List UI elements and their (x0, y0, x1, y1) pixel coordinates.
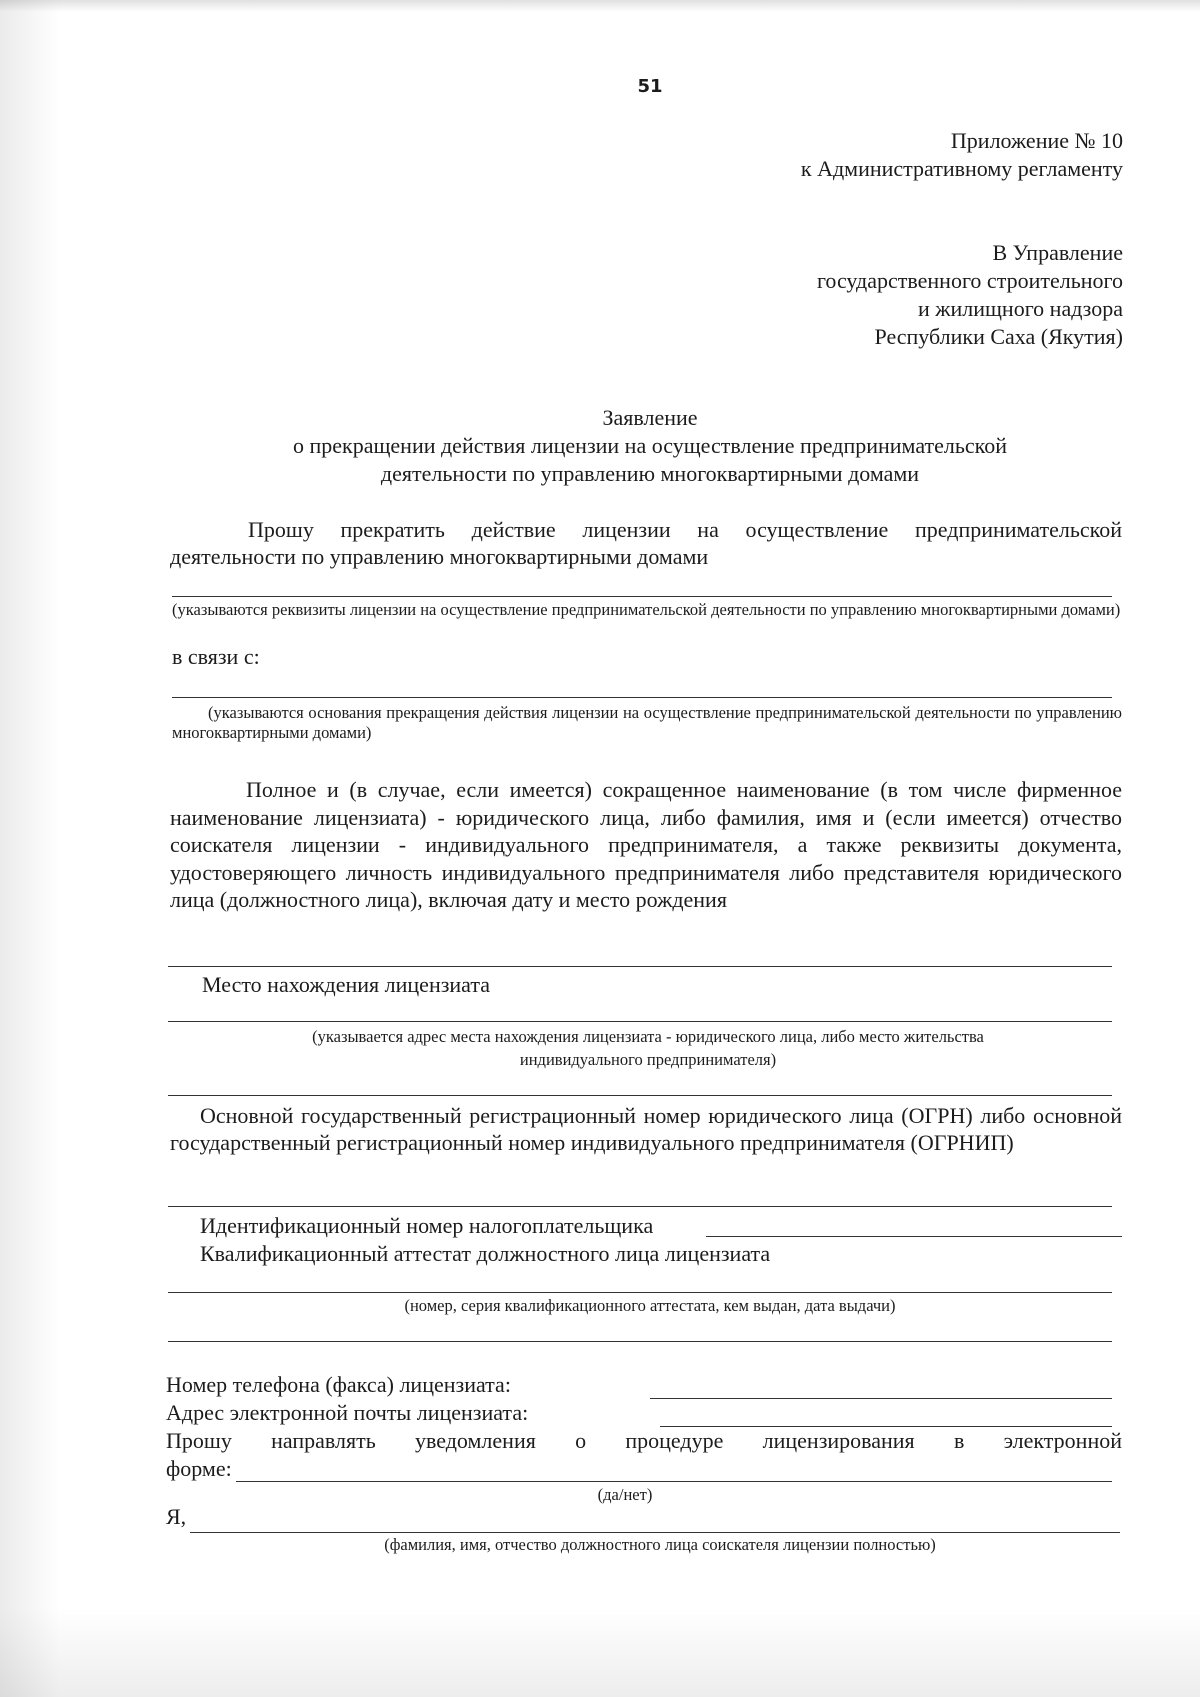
license-details-line (172, 596, 1112, 597)
ogrn-paragraph: Основной государственный регистрационный номер юридического лица (ОГРН) либо основной государственный регистрационный номер индивидуального предпринимателя (ОГРНИП) (170, 1103, 1122, 1155)
signature-line (190, 1532, 1120, 1533)
notify-line (236, 1481, 1112, 1482)
attestat-extra-line (168, 1341, 1112, 1342)
location-hint-line-2: индивидуального предпринимателя) (519, 1050, 777, 1069)
attestat-label: Квалификационный аттестат должностного лица лицензиата (200, 1241, 771, 1266)
inn-label: Идентификационный номер налогоплательщика (200, 1213, 654, 1238)
reason-hint: (указываются основания прекращения действия лицензии на осуществление предпринимательской деятельности по управлению многоквартирными домами) (172, 703, 1122, 742)
addressee-line-1: В Управление (992, 240, 1123, 265)
notify-hint: (да/нет) (597, 1485, 653, 1504)
email-label: Адрес электронной почты лицензиата: (166, 1400, 529, 1425)
addressee-line-4: Республики Саха (Якутия) (874, 324, 1123, 349)
notify-word: о (575, 1428, 587, 1453)
signature-hint: (фамилия, имя, отчество должностного лица соискателя лицензии полностью) (384, 1535, 936, 1554)
inn-line (706, 1236, 1122, 1237)
license-details-hint: (указываются реквизиты лицензии на осуществление предпринимательской деятельности по управлению многоквартирными домами) (172, 600, 1121, 619)
email-line (660, 1426, 1112, 1427)
location-line (168, 1021, 1112, 1022)
notify-line-1 (166, 1428, 1122, 1454)
request-paragraph: Прошу прекратить действие лицензии на осуществление предпринимательской деятельности по управлению многоквартирными домами (170, 517, 1122, 569)
location-label: Место нахождения лицензиата (202, 972, 491, 997)
document-subtitle-line-1: о прекращении действия лицензии на осуществление предпринимательской (292, 433, 1008, 458)
notify-word: лицензирования (762, 1428, 915, 1453)
appendix-line-2: к Административному регламенту (800, 156, 1123, 181)
notify-word: электронной (1003, 1428, 1122, 1453)
notify-word: направлять (271, 1428, 376, 1453)
page-number: 51 (637, 76, 663, 97)
signature-prefix: Я, (166, 1504, 187, 1529)
phone-label: Номер телефона (факса) лицензиата: (166, 1372, 511, 1397)
location-extra-line (168, 1095, 1112, 1096)
reason-label: в связи с: (172, 644, 260, 669)
attestat-line (168, 1292, 1112, 1293)
attestat-hint: (номер, серия квалификационного аттестата, кем выдан, дата выдачи) (404, 1296, 896, 1315)
notify-word: процедуре (625, 1428, 724, 1453)
appendix-line-1: Приложение № 10 (950, 128, 1123, 153)
notify-word: уведомления (415, 1428, 536, 1453)
document-title: Заявление (602, 405, 698, 430)
phone-line (650, 1398, 1112, 1399)
addressee-line-2: государственного строительного (816, 268, 1123, 293)
scan-shadow-top (0, 0, 1200, 12)
document-subtitle-line-2: деятельности по управлению многоквартирными домами (380, 461, 920, 486)
addressee-line-3: и жилищного надзора (917, 296, 1123, 321)
applicant-name-line (168, 966, 1112, 967)
applicant-name-paragraph: Полное и (в случае, если имеется) сокращенное наименование (в том числе фирменное наименование лицензиата) - юридического лица, либо фамилия, имя и (если имеется) отчество соискателя лицензии - индивидуального предпринимателя, а также реквизиты документа, удостоверяющего личность индивидуального предпринимателя либо представителя юридического лица (должностного лица), включая дату и место рождения (170, 777, 1122, 912)
reason-line (172, 697, 1112, 698)
ogrn-line (168, 1206, 1112, 1207)
notify-word: в (953, 1428, 965, 1453)
location-hint-line-1: (указывается адрес места нахождения лицензиата - юридического лица, либо место жительства (312, 1027, 984, 1046)
scan-shadow-bottom (0, 1607, 1200, 1697)
notify-label-form: форме: (166, 1456, 232, 1481)
scan-shadow-left (0, 0, 60, 1697)
notify-word: Прошу (166, 1428, 232, 1453)
